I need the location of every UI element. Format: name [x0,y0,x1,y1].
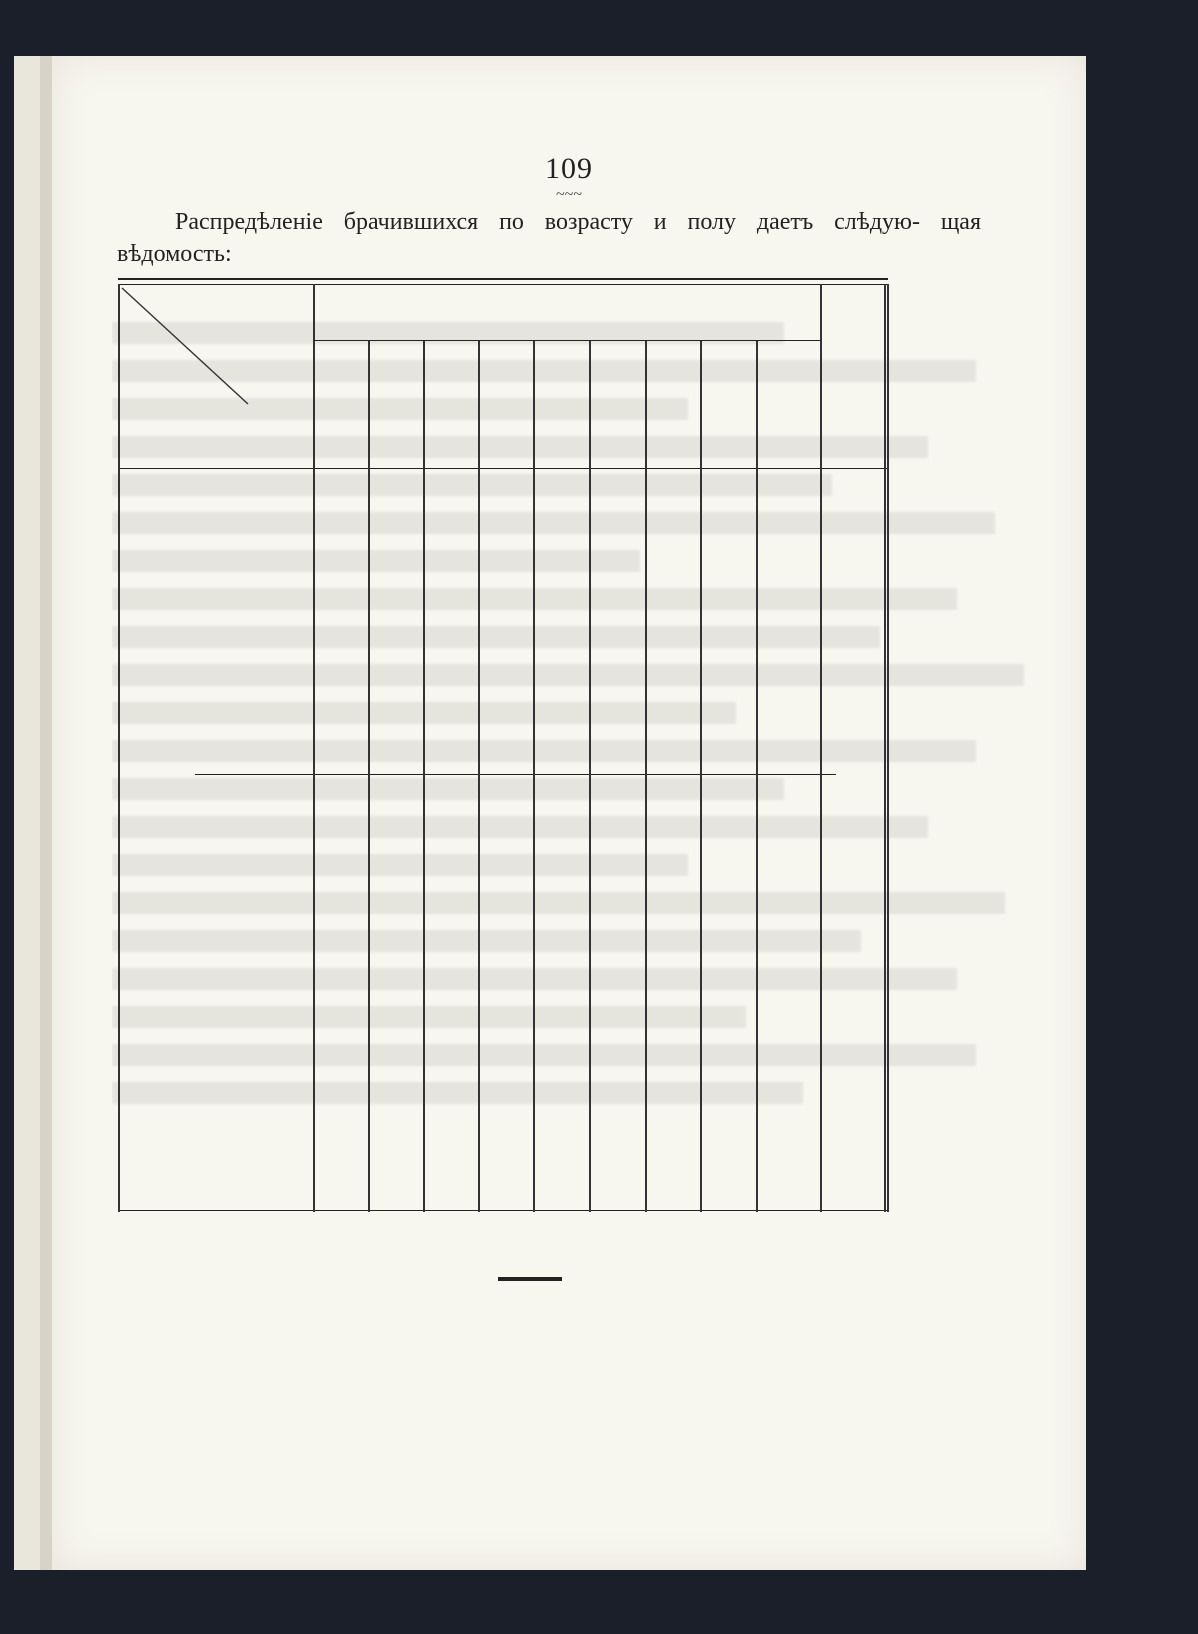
column-header [539,350,583,458]
document-page [52,56,1086,1570]
column-header [595,350,639,458]
header-bottom-rule [118,468,888,469]
column-header [651,350,694,458]
column-divider [368,340,370,1212]
column-header [484,350,527,458]
intro-paragraph: Распредѣленіе брачившихся по возрасту и полу даетъ слѣдую- щая вѣдомость: [117,209,981,267]
column-divider [533,340,535,1212]
group-separator-rule [195,774,836,775]
column-divider [423,340,425,1212]
bleed-through-texture [112,306,1072,1466]
column-divider [884,284,886,1212]
table-right-border [887,284,889,1212]
column-divider [700,340,702,1212]
corner-diagonal-line [122,288,248,404]
table-top-rule [118,278,888,280]
column-header [762,350,814,458]
page-number: 109 [545,152,593,185]
column-divider [313,284,315,1212]
table-bottom-rule [118,1210,888,1211]
column-header [706,350,750,458]
column-header [429,350,472,458]
column-divider [478,340,480,1212]
column-divider [820,284,822,1212]
corner-diagonal [118,284,313,468]
column-header [826,350,878,458]
column-header [319,350,362,458]
page-number-ornament: ~~~ [556,186,582,203]
column-divider [645,340,647,1212]
end-rule [498,1277,562,1281]
year-header-rule [313,340,820,341]
book-spine [0,56,52,1570]
column-header [374,350,417,458]
column-divider [756,340,758,1212]
column-divider [589,340,591,1212]
